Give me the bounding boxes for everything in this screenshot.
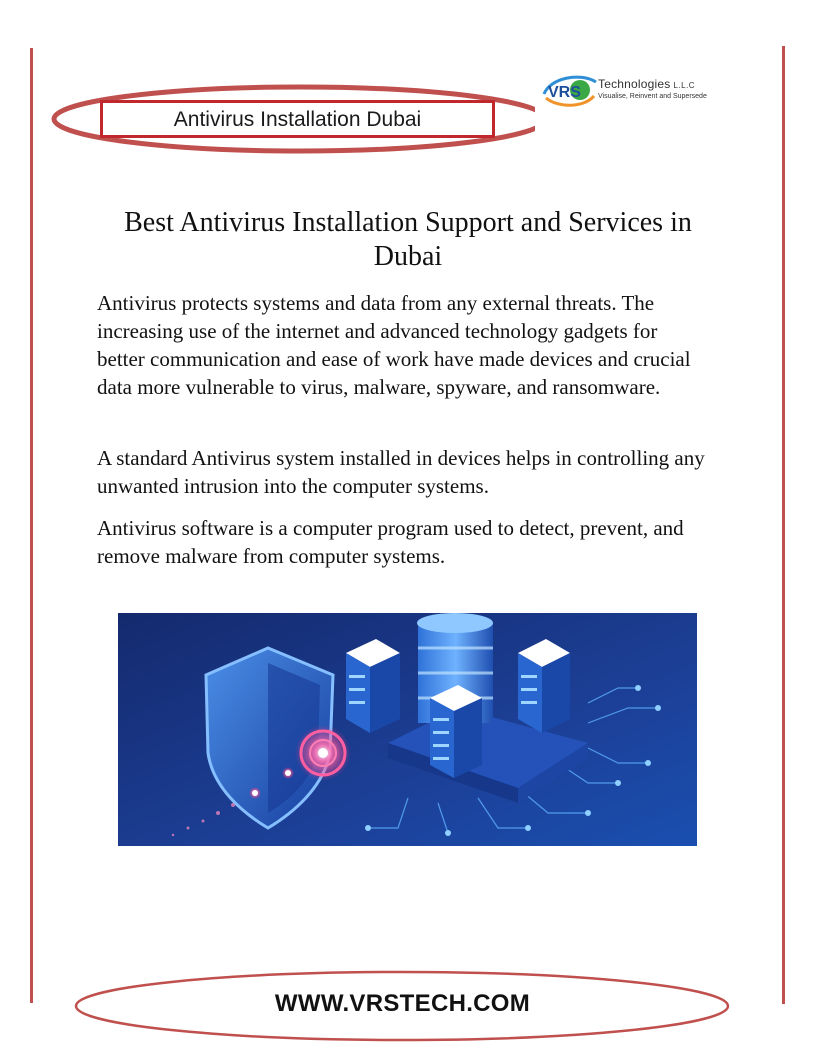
logo-tagline: Visualise, Reinvent and Supersede (598, 93, 707, 100)
logo-mark-text: VRS (548, 84, 581, 101)
header-banner (100, 100, 495, 138)
paragraph-2: A standard Antivirus system installed in devices helps in controlling any unwanted intrusion into the computer systems. (97, 446, 705, 498)
shield-server-illustration-icon (118, 613, 697, 846)
header-banner-text: Antivirus Installation Dubai (173, 108, 422, 131)
company-logo[interactable] (540, 68, 720, 112)
website-link[interactable]: WWW.VRSTECH.COM (274, 990, 531, 1017)
hero-image (118, 613, 697, 846)
logo-company: Technologies (598, 77, 671, 91)
vrs-logo-mark-icon (540, 68, 598, 112)
logo-suffix: L.L.C (673, 81, 696, 90)
logo-company-name (598, 77, 695, 91)
paragraph-3: Antivirus software is a computer program used to detect, prevent, and remove malware from computer systems. (97, 516, 684, 568)
paragraph-1: Antivirus protects systems and data from any external threats. The increasing use of the internet and advanced technology gadgets for better communication and ease of work have made devices and crucial data more vulnerable to virus, malware, spyware, and ransomware. (97, 291, 691, 399)
page-title: Best Antivirus Installation Support and Services in Dubai (124, 207, 692, 272)
